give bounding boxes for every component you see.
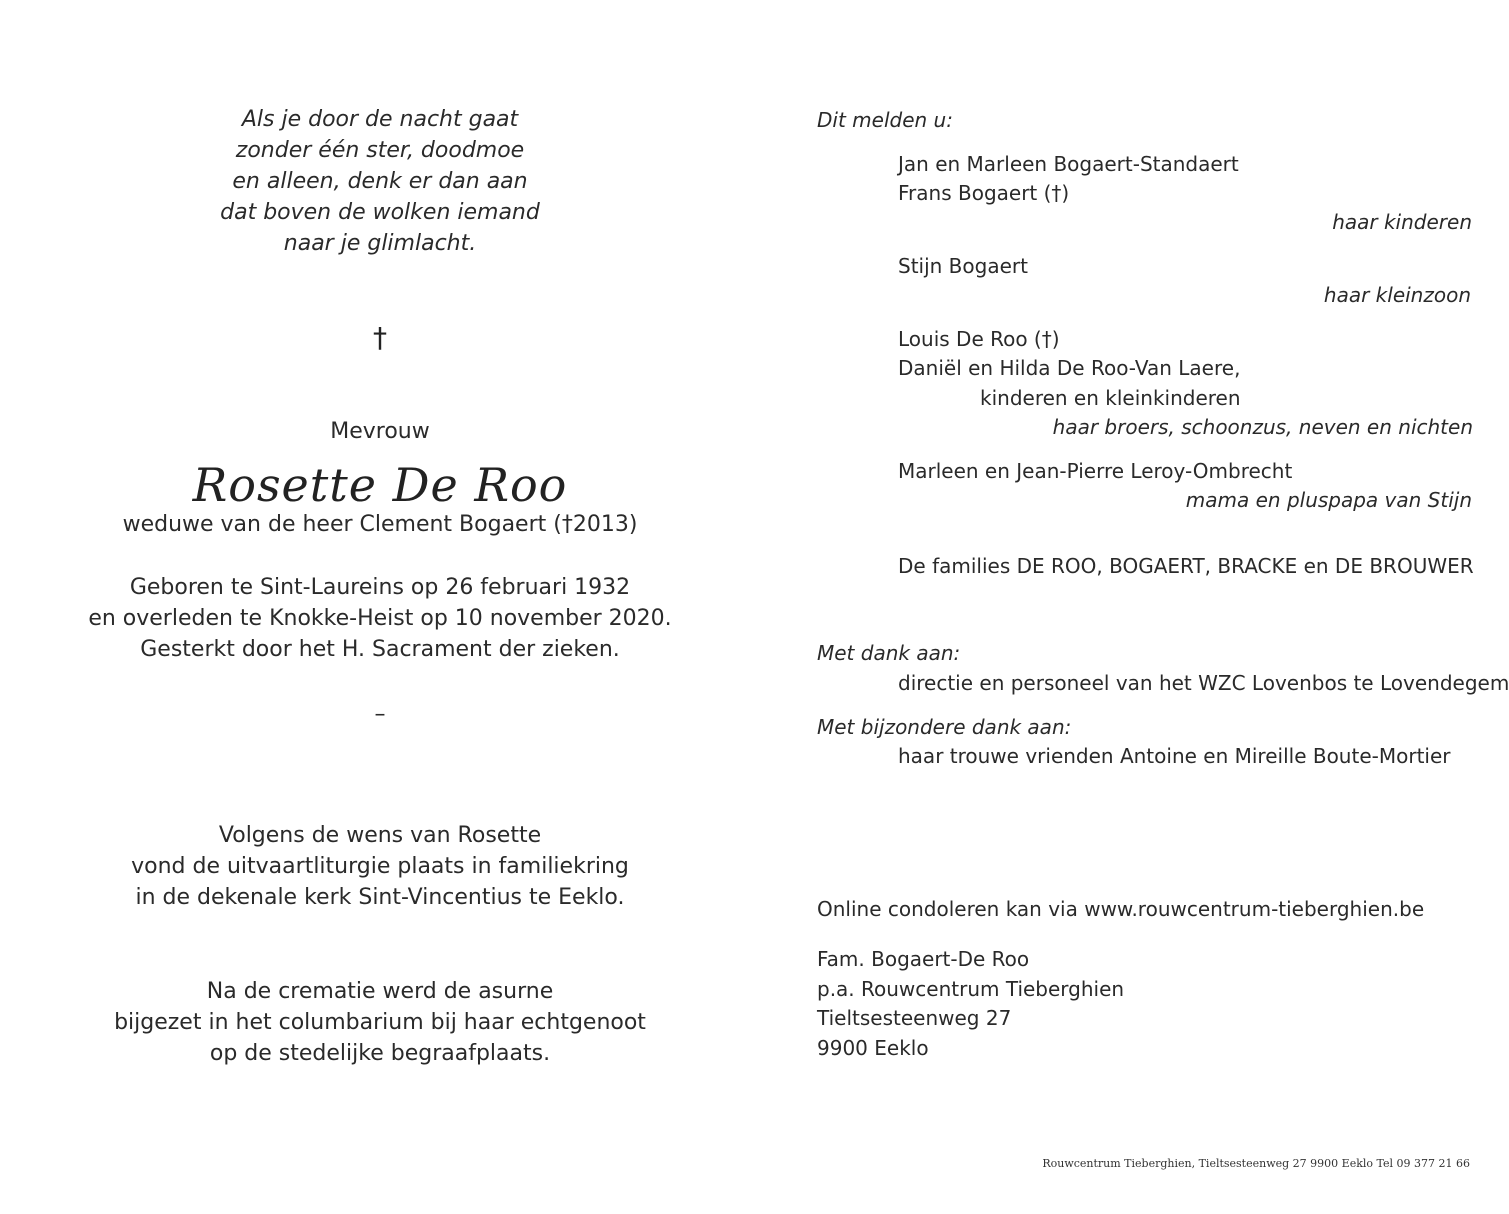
wish-line: Volgens de wens van Rosette: [218, 823, 542, 848]
cremation-line: bijgezet in het columbarium bij haar echtgenoot: [114, 1010, 646, 1035]
deceased-name: Rosette De Roo: [192, 458, 568, 512]
birth-line: Geboren te Sint-Laureins op 26 februari 1932: [129, 575, 631, 600]
sibling-entry: kinderen en kleinkinderen: [980, 386, 1241, 410]
child-entry: Frans Bogaert (†): [898, 181, 1070, 205]
parents-role: mama en pluspapa van Stijn: [1185, 488, 1472, 512]
announcement-intro: Dit melden u:: [817, 108, 953, 132]
poem: [130, 104, 630, 259]
special-thanks-label: Met bijzondere dank aan:: [817, 715, 1072, 739]
poem-line: dat boven de wolken iemand: [220, 200, 540, 225]
birth-death-block: [80, 572, 680, 665]
sibling-entry: Daniël en Hilda De Roo-Van Laere,: [898, 356, 1241, 380]
thanks-label: Met dank aan:: [817, 641, 961, 665]
separator-dash: –: [374, 702, 386, 727]
wish-line: vond de uitvaartliturgie plaats in familiekring: [131, 854, 629, 879]
cremation-line: Na de crematie werd de asurne: [206, 979, 554, 1004]
child-entry: Jan en Marleen Bogaert-Standaert: [898, 152, 1239, 176]
funeral-wish-block: [80, 820, 680, 913]
online-condolence: Online condoleren kan via www.rouwcentrum-tieberghien.be: [817, 897, 1425, 921]
poem-line: en alleen, denk er dan aan: [232, 169, 528, 194]
death-line: en overleden te Knokke-Heist op 10 november 2020.: [88, 606, 672, 631]
poem-line: naar je glimlacht.: [283, 231, 477, 256]
sacrament-line: Gesterkt door het H. Sacrament der zieken.: [140, 637, 620, 662]
children-role: haar kinderen: [1332, 210, 1472, 234]
poem-line: Als je door de nacht gaat: [241, 107, 519, 132]
special-thanks-text: haar trouwe vrienden Antoine en Mireille Boute-Mortier: [898, 744, 1451, 768]
cremation-line: op de stedelijke begraafplaats.: [209, 1041, 551, 1066]
address-line: p.a. Rouwcentrum Tieberghien: [817, 977, 1125, 1001]
cremation-block: [80, 976, 680, 1069]
cross-icon: †: [373, 321, 387, 354]
poem-line: zonder één ster, doodmoe: [235, 138, 525, 163]
wish-line: in de dekenale kerk Sint-Vincentius te Eeklo.: [135, 885, 625, 910]
grandson-entry: Stijn Bogaert: [898, 254, 1028, 278]
families-entry: De families DE ROO, BOGAERT, BRACKE en DE BROUWER: [898, 554, 1474, 578]
printer-footer: Rouwcentrum Tieberghien, Tieltsesteenweg 27 9900 Eeklo Tel 09 377 21 66: [1042, 1157, 1470, 1170]
honorific-title: Mevrouw: [330, 419, 430, 444]
grandson-role: haar kleinzoon: [1323, 283, 1471, 307]
address-line: Tieltsesteenweg 27: [817, 1006, 1012, 1030]
parents-entry: Marleen en Jean-Pierre Leroy-Ombrecht: [898, 459, 1293, 483]
address-line: Fam. Bogaert-De Roo: [817, 947, 1030, 971]
sibling-entry: Louis De Roo (†): [898, 327, 1060, 351]
address-line: 9900 Eeklo: [817, 1036, 929, 1060]
widow-line: weduwe van de heer Clement Bogaert (†2013): [122, 512, 638, 537]
siblings-role: haar broers, schoonzus, neven en nichten: [1052, 415, 1473, 439]
thanks-text: directie en personeel van het WZC Lovenbos te Lovendegem: [898, 671, 1509, 695]
